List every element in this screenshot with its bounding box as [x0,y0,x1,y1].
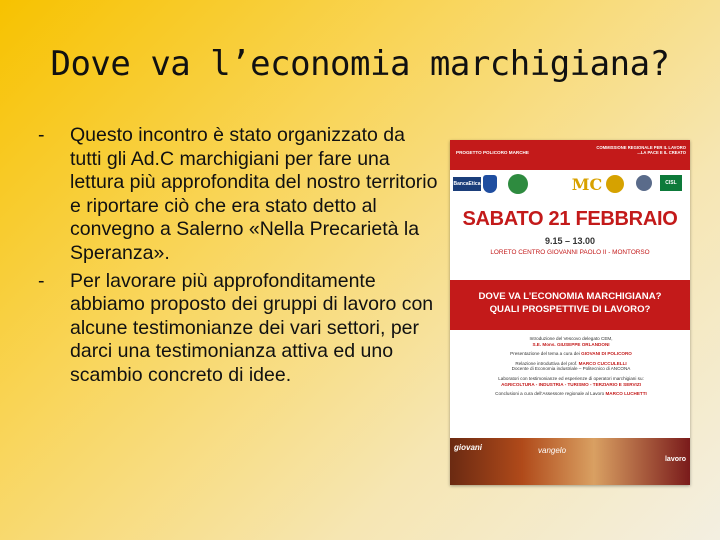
poster-bottom-mid-text: vangelo [538,446,567,455]
poster-subheadline: QUALI PROSPETTIVE DI LAVORO? [489,304,651,315]
poster-logo-strip [450,170,690,206]
bullet-item [38,124,438,266]
program-text: Presentazione del tema a cura dei [510,351,580,357]
program-text: Docente di Economia industriale – Politecnico di ANCONA [511,366,631,372]
poster-bottom-photo [450,438,690,485]
banca-etica-logo: BancaEtica [453,177,481,191]
mc-logo: MC [571,174,603,194]
program-name: GIOVANI DI POLICORO [581,351,632,357]
slide-title: Dove va l’economia marchigiana? [50,44,670,84]
shield-logo [483,175,497,193]
program-item [460,361,682,372]
poster-top-right-text [576,145,686,155]
program-text: Laboratori con testimonianze ed esperienze di operatori marchigiani su: [498,375,644,381]
poster-top-right-line: COMMISSIONE REGIONALE PER IL LAVORO [596,145,686,150]
program-name: S.E. Mons. GIUSEPPE ORLANDONI [532,341,610,347]
cisl-logo: CISL [660,175,682,191]
poster-top-left-text: PROGETTO POLICORO MARCHE [456,150,529,155]
bullet-text: Per lavorare più approfonditamente abbiamo proposto dei gruppi di lavoro con alcune testimonianze dei vari settori, per darci una testimonianza attiva ed uno scambio concreto di idee. [70,269,434,386]
poster-headline: DOVE VA L’ECONOMIA MARCHIGIANA? [478,291,662,302]
program-text: Conclusioni a cura dell’Assessore regionale al Lavoro [495,391,605,397]
program-text: Relazione introduttiva del prof. [515,360,578,366]
poster-time: 9.15 – 13.00 [544,236,596,246]
poster-bottom-left-text: giovani [454,443,483,452]
green-circle-logo [508,174,528,194]
bullet-dash: - [38,269,45,292]
poster-venue: LORETO CENTRO GIOVANNI PAOLO II - MONTORSO [490,249,650,256]
program-item [460,376,682,387]
poster-top-bar [450,140,690,170]
program-name: AGRICOLTURA - INDUSTRIA - TURISMO - TERZIARIO E SERVIZI [501,381,641,387]
bullet-text: Questo incontro è stato organizzato da tutti gli Ad.C marchigiani per fare una lettura più approfondita del nostro territorio e riportare ciò che era stato detto al convegno a Salerno «Nella Precarietà la Speranza». [70,124,438,264]
region-logo [636,175,652,191]
program-name: MARCO LUCHETTI [605,391,647,397]
bullet-dash: - [38,124,45,146]
poster-top-right-line: ...LA PACE E IL CREATO [637,150,686,155]
poster-headline-band [450,280,690,330]
event-poster-image [450,140,690,485]
poster-date: SABATO 21 FEBBRAIO [462,208,678,230]
program-item [460,351,682,357]
poster-program [460,336,682,401]
program-text: Introduzione del Vescovo delegato CEM, [529,336,613,341]
program-name: MARCO CUCCULELLI [578,360,627,366]
program-item [460,391,682,397]
poster-bottom-right-text: lavoro [664,456,686,463]
bullet-list [38,124,438,392]
coop-logo [606,175,624,193]
program-item [460,336,682,347]
bullet-item [38,270,438,388]
